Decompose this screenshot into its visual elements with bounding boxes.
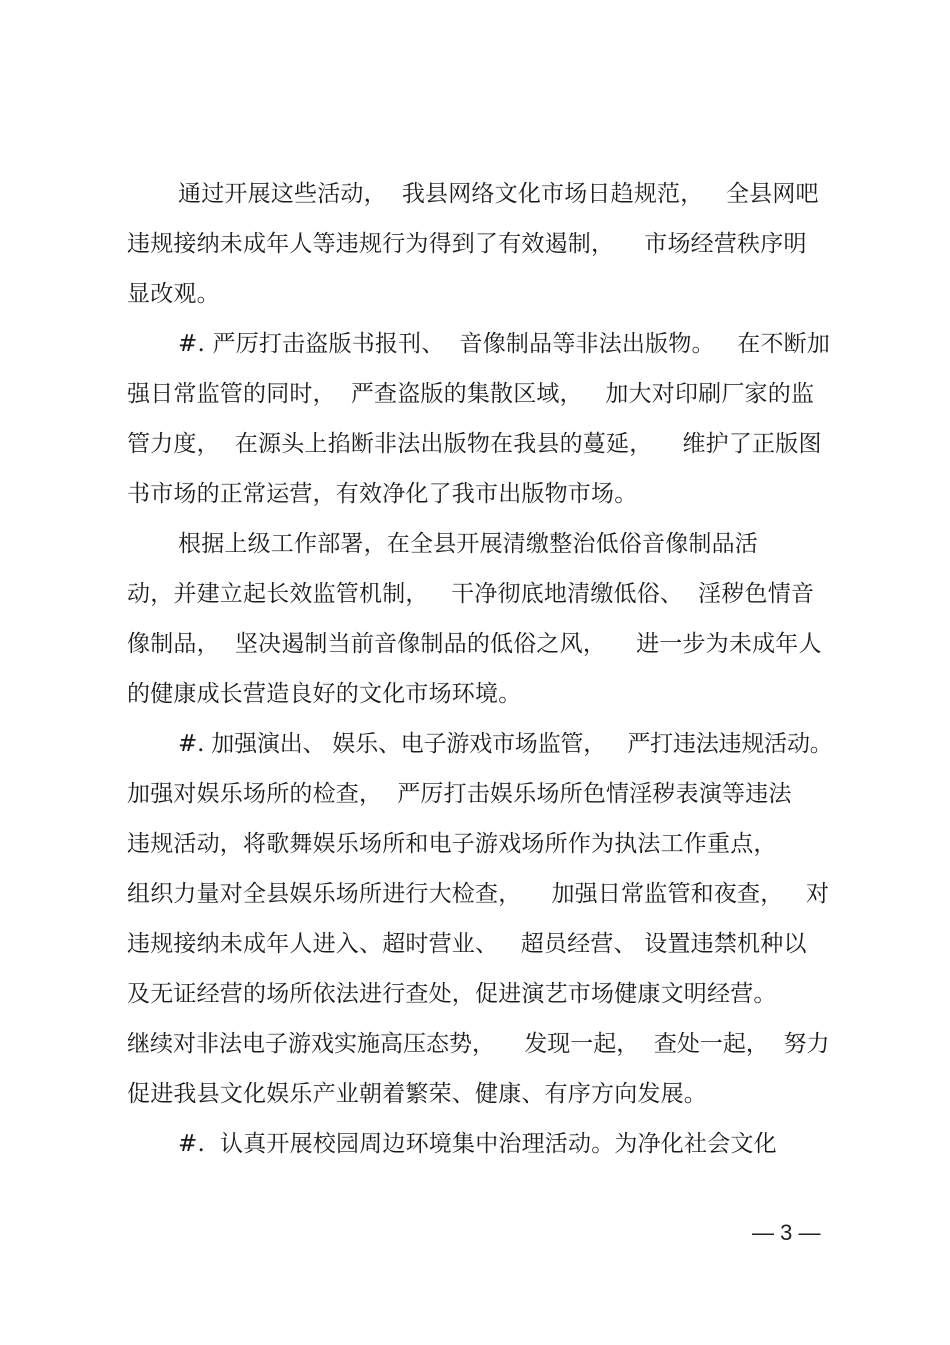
text-line-18: 继续对非法电子游戏实施高压态势， 发现一起， 查处一起， 努力 (127, 1031, 830, 1057)
text-line-9: 动，并建立起长效监管机制， 干净彻底地清缴低俗、 淫秽色情音 (127, 581, 815, 607)
page-number: — 3 — (752, 1220, 821, 1245)
text-line-16: 违规接纳未成年人进入、超时营业、 超员经营、 设置违禁机种以 (127, 931, 807, 957)
text-line-2: 违规接纳未成年人等违规行为得到了有效遏制， 市场经营秩序明 (127, 231, 807, 257)
text-line-11: 的健康成长营造良好的文化市场环境。 (127, 681, 522, 707)
text-line-3: 显改观。 (127, 281, 220, 307)
text-line-10: 像制品， 坚决遏制当前音像制品的低俗之风， 进一步为未成年人 (127, 631, 822, 657)
text-line-20: #. 认真开展校园周边环境集中治理活动。为净化社会文化 (178, 1131, 777, 1157)
text-line-14: 违规活动，将歌舞娱乐场所和电子游戏场所作为执法工作重点， (127, 831, 777, 857)
text-line-7: 书市场的正常运营，有效净化了我市出版物市场。 (127, 481, 638, 507)
text-line-12: #. 加强演出、 娱乐、电子游戏市场监管， 严打违法违规活动。 (178, 731, 833, 757)
text-line-6: 管力度， 在源头上掐断非法出版物在我县的蔓延， 维护了正版图 (127, 431, 822, 457)
text-line-17: 及无证经营的场所依法进行查处，促进演艺市场健康文明经营。 (127, 981, 777, 1007)
text-line-13: 加强对娱乐场所的检查， 严厉打击娱乐场所色情淫秽表演等违法 (127, 781, 792, 807)
text-line-19: 促进我县文化娱乐产业朝着繁荣、健康、有序方向发展。 (127, 1081, 707, 1107)
text-line-8: 根据上级工作部署，在全县开展清缴整治低俗音像制品活 (178, 531, 758, 557)
text-line-1: 通过开展这些活动， 我县网络文化市场日趋规范， 全县网吧 (178, 181, 819, 207)
text-line-5: 强日常监管的同时， 严查盗版的集散区域， 加大对印刷厂家的监 (127, 381, 815, 407)
text-line-15: 组织力量对全县娱乐场所进行大检查， 加强日常监管和夜查， 对 (127, 881, 830, 907)
text-line-4: #. 严厉打击盗版书报刊、 音像制品等非法出版物。 在不断加 (178, 331, 831, 357)
